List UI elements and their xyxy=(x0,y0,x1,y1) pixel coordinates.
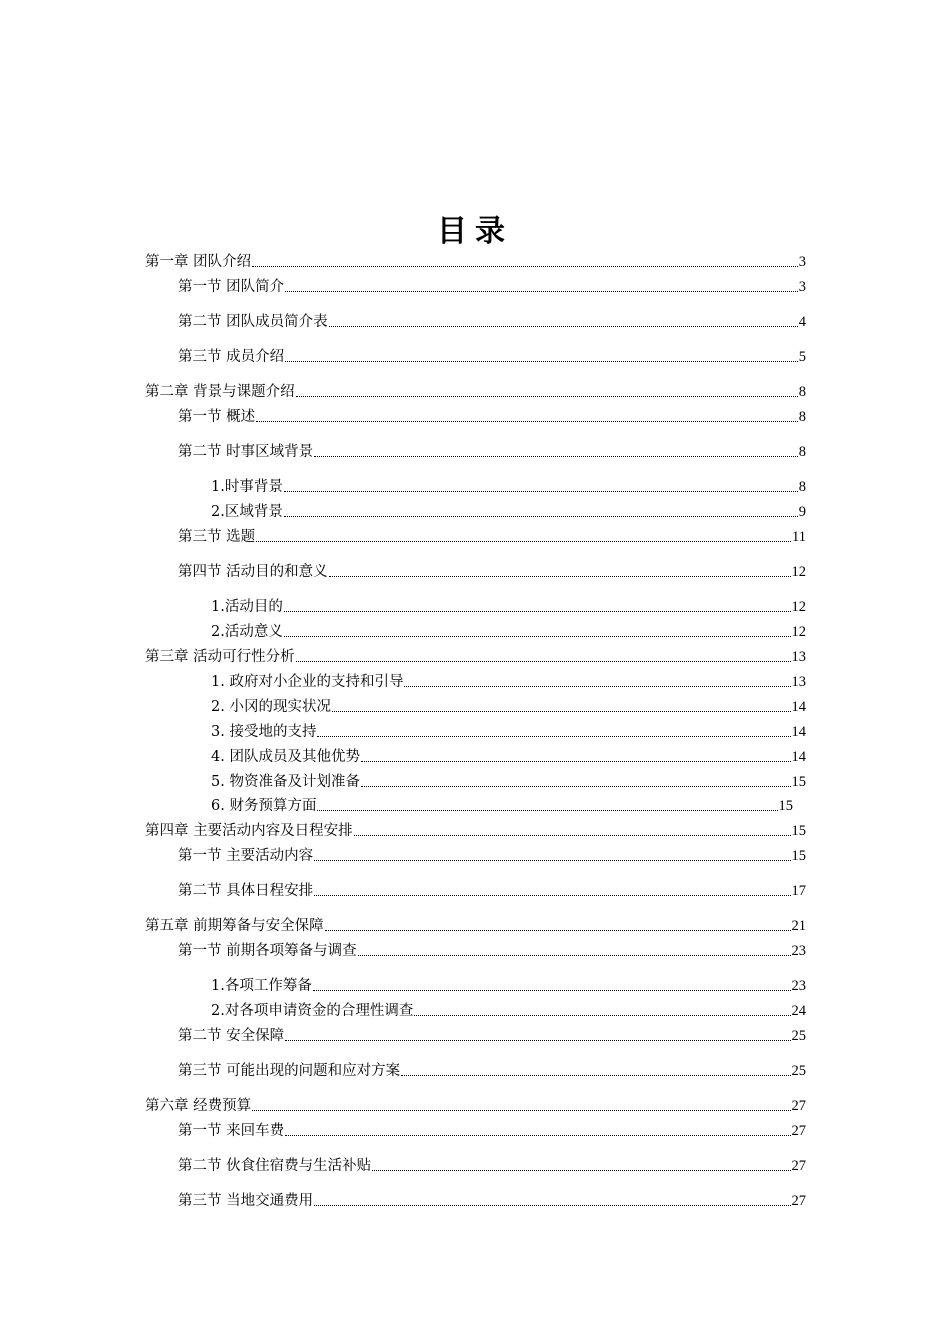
toc-entry-label: 5. 物资准备及计划准备 xyxy=(211,774,360,790)
toc-entry-label: 1.时事背景 xyxy=(211,479,283,495)
toc-entry-label: 第一章 团队介绍 xyxy=(145,254,252,270)
dot-leader xyxy=(314,1204,790,1206)
toc-entry-page-number: 11 xyxy=(792,529,806,545)
toc-entry-page-number: 13 xyxy=(791,649,806,665)
dot-leader xyxy=(285,1134,790,1136)
toc-entry[interactable] xyxy=(178,348,806,366)
dot-leader xyxy=(354,834,791,836)
dot-leader xyxy=(285,1039,790,1041)
dot-leader xyxy=(401,1074,790,1076)
toc-entry-page-number: 23 xyxy=(791,943,806,959)
toc-entry[interactable] xyxy=(211,773,806,791)
toc-entry-page-number: 15 xyxy=(791,848,806,864)
toc-entry[interactable] xyxy=(211,748,806,766)
toc-entry-label: 2.对各项申请资金的合理性调查 xyxy=(211,1003,414,1019)
toc-entry-page-number: 8 xyxy=(798,409,806,425)
dot-leader xyxy=(314,894,790,896)
toc-entry-label: 第三节 当地交通费用 xyxy=(178,1193,314,1209)
toc-entry-page-number: 12 xyxy=(791,564,806,580)
toc-entry[interactable] xyxy=(211,977,806,995)
dot-leader xyxy=(284,490,798,492)
toc-entry-label: 第六章 经费预算 xyxy=(145,1098,252,1114)
toc-entry[interactable] xyxy=(178,443,806,461)
toc-entry-page-number: 13 xyxy=(791,674,806,690)
toc-entry-page-number: 4 xyxy=(798,314,806,330)
toc-entry-page-number: 25 xyxy=(791,1063,806,1079)
dot-leader xyxy=(284,635,791,637)
toc-entry-page-number: 3 xyxy=(798,279,806,295)
toc-entry-label: 第三节 成员介绍 xyxy=(178,349,285,365)
toc-entry-label: 第三节 可能出现的问题和应对方案 xyxy=(178,1063,401,1079)
toc-entry-label: 第四节 活动目的和意义 xyxy=(178,564,328,580)
toc-entry[interactable] xyxy=(211,623,806,641)
toc-entry-page-number: 8 xyxy=(798,384,806,400)
dot-leader xyxy=(296,660,791,662)
dot-leader xyxy=(325,929,791,931)
toc-entry-label: 第二节 安全保障 xyxy=(178,1028,285,1044)
toc-title: 目录 xyxy=(437,214,513,249)
toc-entry[interactable] xyxy=(211,478,806,496)
toc-entry[interactable] xyxy=(178,1157,806,1175)
toc-entry[interactable] xyxy=(211,797,793,815)
toc-entry-page-number: 14 xyxy=(791,724,806,740)
toc-entry-label: 1. 政府对小企业的支持和引导 xyxy=(211,674,404,690)
toc-entry-page-number: 27 xyxy=(791,1158,806,1174)
dot-leader xyxy=(404,685,790,687)
toc-entry-page-number: 3 xyxy=(798,254,806,270)
toc-entry[interactable] xyxy=(145,1097,806,1115)
toc-entry[interactable] xyxy=(178,942,806,960)
toc-entry-page-number: 24 xyxy=(791,1003,806,1019)
toc-entry[interactable] xyxy=(178,882,806,900)
dot-leader xyxy=(329,575,791,577)
dot-leader xyxy=(296,395,798,397)
toc-entry-label: 第二节 具体日程安排 xyxy=(178,883,314,899)
toc-entry-label: 第四章 主要活动内容及日程安排 xyxy=(145,823,353,839)
toc-entry[interactable] xyxy=(178,313,806,331)
toc-entry[interactable] xyxy=(211,723,806,741)
toc-entry-page-number: 15 xyxy=(791,774,806,790)
toc-entry[interactable] xyxy=(178,1192,806,1210)
dot-leader xyxy=(313,989,791,991)
dot-leader xyxy=(285,290,798,292)
toc-entry[interactable] xyxy=(178,528,806,546)
toc-entry-label: 第一节 前期各项筹备与调查 xyxy=(178,943,357,959)
toc-entry[interactable] xyxy=(178,1027,806,1045)
toc-entry-page-number: 27 xyxy=(791,1123,806,1139)
toc-entry[interactable] xyxy=(178,563,806,581)
toc-entry-label: 1.各项工作筹备 xyxy=(211,978,312,994)
toc-entry-label: 第三节 选题 xyxy=(178,529,256,545)
toc-entry-label: 1.活动目的 xyxy=(211,599,283,615)
toc-entry[interactable] xyxy=(145,822,806,840)
toc-entry-page-number: 25 xyxy=(791,1028,806,1044)
dot-leader xyxy=(317,809,777,811)
dot-leader xyxy=(361,760,791,762)
toc-entry[interactable] xyxy=(145,917,806,935)
toc-entry-label: 第五章 前期筹备与安全保障 xyxy=(145,918,324,934)
toc-entry-label: 第二节 团队成员简介表 xyxy=(178,314,328,330)
toc-entry[interactable] xyxy=(178,408,806,426)
dot-leader xyxy=(332,710,791,712)
toc-entry-label: 第二节 伙食住宿费与生活补贴 xyxy=(178,1158,372,1174)
toc-entry-page-number: 8 xyxy=(798,479,806,495)
dot-leader xyxy=(284,515,798,517)
toc-entry-label: 第一节 主要活动内容 xyxy=(178,848,314,864)
toc-entry-page-number: 15 xyxy=(778,798,793,814)
dot-leader xyxy=(285,360,798,362)
toc-entry-page-number: 21 xyxy=(791,918,806,934)
toc-entry-page-number: 17 xyxy=(791,883,806,899)
toc-entry[interactable] xyxy=(211,673,806,691)
toc-entry-page-number: 23 xyxy=(791,978,806,994)
toc-entry-page-number: 14 xyxy=(791,749,806,765)
toc-entry-label: 第一节 概述 xyxy=(178,409,256,425)
toc-entry-label: 第一节 团队简介 xyxy=(178,279,285,295)
dot-leader xyxy=(414,1014,790,1016)
toc-entry-label: 第一节 来回车费 xyxy=(178,1123,285,1139)
toc-entry[interactable] xyxy=(211,598,806,616)
dot-leader xyxy=(314,455,798,457)
toc-entry-page-number: 12 xyxy=(791,599,806,615)
toc-entry[interactable] xyxy=(178,1122,806,1140)
dot-leader xyxy=(358,954,791,956)
dot-leader xyxy=(256,540,791,542)
toc-entry[interactable] xyxy=(178,1062,806,1080)
toc-entry-label: 第三章 活动可行性分析 xyxy=(145,649,295,665)
dot-leader xyxy=(314,859,790,861)
toc-entry-label: 2.区域背景 xyxy=(211,504,283,520)
dot-leader xyxy=(329,325,798,327)
toc-entry[interactable] xyxy=(211,503,806,521)
toc-entry[interactable] xyxy=(211,698,806,716)
dot-leader xyxy=(256,420,798,422)
toc-entry-label: 第二节 时事区域背景 xyxy=(178,444,314,460)
toc-entry-label: 6. 财务预算方面 xyxy=(211,798,317,814)
toc-entry[interactable] xyxy=(145,383,806,401)
toc-entry-page-number: 12 xyxy=(791,624,806,640)
toc-entry[interactable] xyxy=(145,253,806,271)
toc-entry[interactable] xyxy=(178,278,806,296)
dot-leader xyxy=(284,610,791,612)
toc-entry-page-number: 8 xyxy=(798,444,806,460)
toc-entry-label: 3. 接受地的支持 xyxy=(211,724,317,740)
toc-entry-label: 第二章 背景与课题介绍 xyxy=(145,384,295,400)
toc-entry-page-number: 15 xyxy=(791,823,806,839)
dot-leader xyxy=(252,1109,790,1111)
dot-leader xyxy=(252,265,798,267)
toc-entry[interactable] xyxy=(211,1002,806,1020)
dot-leader xyxy=(372,1169,790,1171)
toc-entry-label: 4. 团队成员及其他优势 xyxy=(211,749,360,765)
toc-entry-page-number: 14 xyxy=(791,699,806,715)
toc-entry-page-number: 9 xyxy=(798,504,806,520)
toc-entry-page-number: 5 xyxy=(798,349,806,365)
toc-entry-page-number: 27 xyxy=(791,1098,806,1114)
dot-leader xyxy=(361,785,791,787)
toc-entry-label: 2.活动意义 xyxy=(211,624,283,640)
toc-entry-page-number: 27 xyxy=(791,1193,806,1209)
toc-entry[interactable] xyxy=(145,648,806,666)
toc-entry-label: 2. 小冈的现实状况 xyxy=(211,699,331,715)
toc-entry[interactable] xyxy=(178,847,806,865)
dot-leader xyxy=(317,735,790,737)
